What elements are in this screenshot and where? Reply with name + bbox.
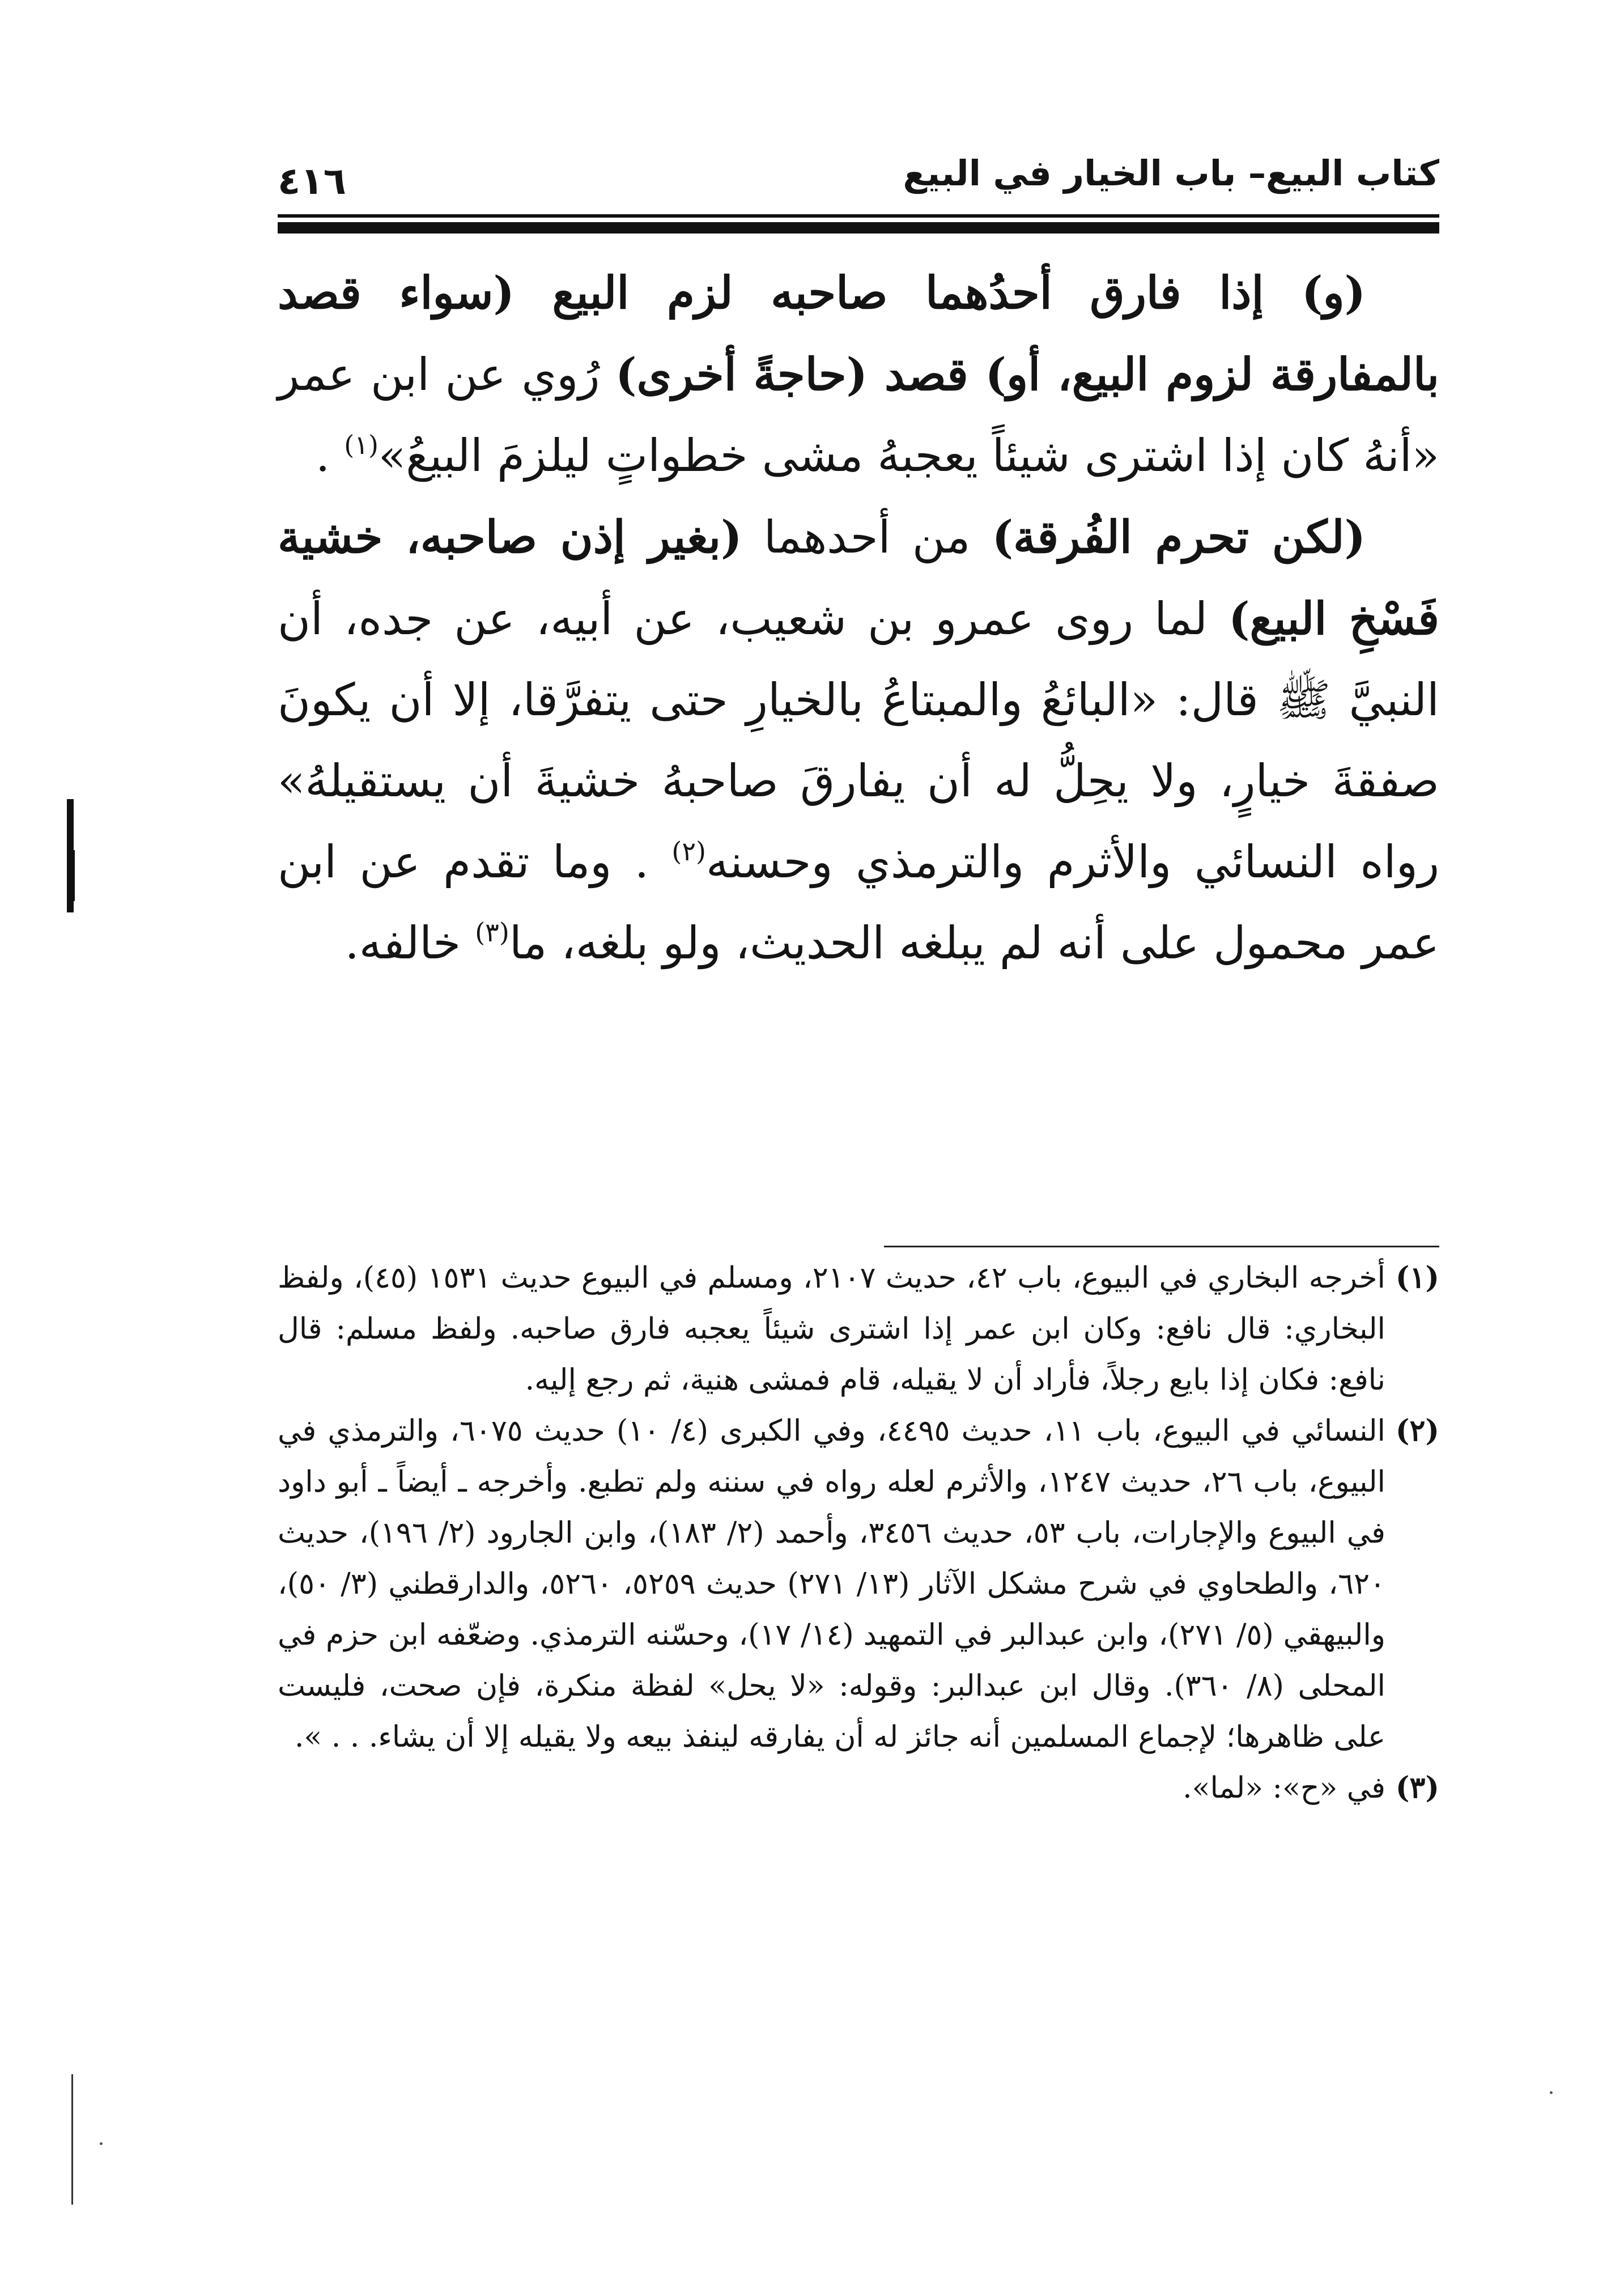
scan-artifact-dot [1550,2091,1553,2094]
matn-text: (و) إذا فارق أحدُهما صاحبه لزم البيع (سواء قصد بالمفارقة لزوم البيع، أو) قصد (حاجةً أخرى) [278,266,1440,401]
commentary-text: . وما تقدم عن ابن عمر محمول على أنه لم يبلغه الحديث، ولو بلغه، ما [278,836,1439,969]
footnote-ref-1[interactable]: (١) [344,430,379,460]
footnote-2 [278,1405,1439,1763]
footnote-number: (٢) [1395,1413,1439,1448]
running-title: كتاب البيع– باب الخيار في البيع [903,152,1439,194]
footnote-separator [884,1246,1439,1247]
footnote-ref-3[interactable]: (٣) [475,917,509,948]
footnote-text: النسائي في البيوع، باب ١١، حديث ٤٤٩٥، وفي الكبرى (٤/ ١٠) حديث ٦٠٧٥، والترمذي في البيوع، باب ٢٦، حديث ١٢٤٧، والأثرم لعله رواه في سننه ولم تطبع. وأخرجه ـ أيضاً ـ أبو داود في البيوع والإجارات، باب ٥٣، حديث ٣٤٥٦، وأحمد (٢/ ١٨٣)، وابن الجارود (٢/ ١٩٦)، حديث ٦٢٠، والطحاوي في شرح مشكل الآثار (١٣/ ٢٧١) حديث ٥٢٥٩، ٥٢٦٠، والدارقطني (٣/ ٥٠)، والبيهقي (٥/ ٢٧١)، وابن عبدالبر في التمهيد (١٤/ ١٧)، وحسّنه الترمذي. وضعّفه ابن حزم في المحلى (٨/ ٣٦٠). وقال ابن عبدالبر: وقوله: «لا يحل» لفظة منكرة، فإن صحت، فليست على ظاهرها؛ لإجماع المسلمين أنه جائز له أن يفارقه لينفذ بيعه ولا يقيله إلا أن يشاء. . . ». [278,1414,1385,1754]
header-rule-thick [278,222,1439,233]
commentary-text: رُوي عن ابن عمر «أنهُ كان إذا اشترى شيئاً يعجبهُ مشى خطواتٍ ليلزمَ البيعُ» [278,349,1439,482]
main-text [278,252,1439,984]
header-rule-thin [278,214,1439,218]
footnote-text: في «ح»: «لما». [1183,1771,1385,1805]
footnote-1 [278,1252,1439,1405]
footnote-text: أخرجه البخاري في البيوع، باب ٤٢، حديث ٢١٠٧، ومسلم في البيوع حديث ١٥٣١ (٤٥)، ولفظ البخاري: قال نافع: وكان ابن عمر إذا اشترى شيئاً يعجبه فارق صاحبه. ولفظ مسلم: قال نافع: فكان إذا بايع رجلاً، فأراد أن لا يقيله، قام فمشى هنية، ثم رجع إليه. [278,1261,1385,1397]
footnote-3 [278,1763,1439,1814]
paragraph-1 [278,252,1439,496]
scan-artifact-dot [100,2142,103,2145]
scan-artifact-mark [71,850,75,901]
footnote-number: (٣) [1395,1770,1439,1805]
footnote-ref-2[interactable]: (٢) [671,836,706,867]
matn-text: (لكن تحرم الفُرقة) [992,511,1366,563]
page-number: ٤١٦ [278,159,346,203]
footnote-number: (١) [1395,1260,1439,1295]
paragraph-2 [278,496,1439,984]
scan-artifact-line [71,2074,73,2205]
commentary-text: من أحدهما [742,511,992,563]
commentary-text: . [316,430,345,482]
running-header [278,145,1439,213]
commentary-text: خالفه. [345,917,475,969]
commentary-text: لما روى عمرو بن شعيب، عن أبيه، عن جده، أن النبيَّ ﷺ قال: «البائعُ والمبتاعُ بالخيارِ حتى يتفرَّقا، إلا أن يكونَ صفقةَ خيارٍ، ولا يحِلُّ له أن يفارقَ صاحبهُ خشيةَ أن يستقيلهُ» رواه النسائي والأثرم والترمذي وحسنه [278,593,1439,888]
matn-text: (بغير إذن صاحبه، خشية فَسْخِ البيع) [278,511,1440,645]
footnotes [278,1252,1439,1814]
